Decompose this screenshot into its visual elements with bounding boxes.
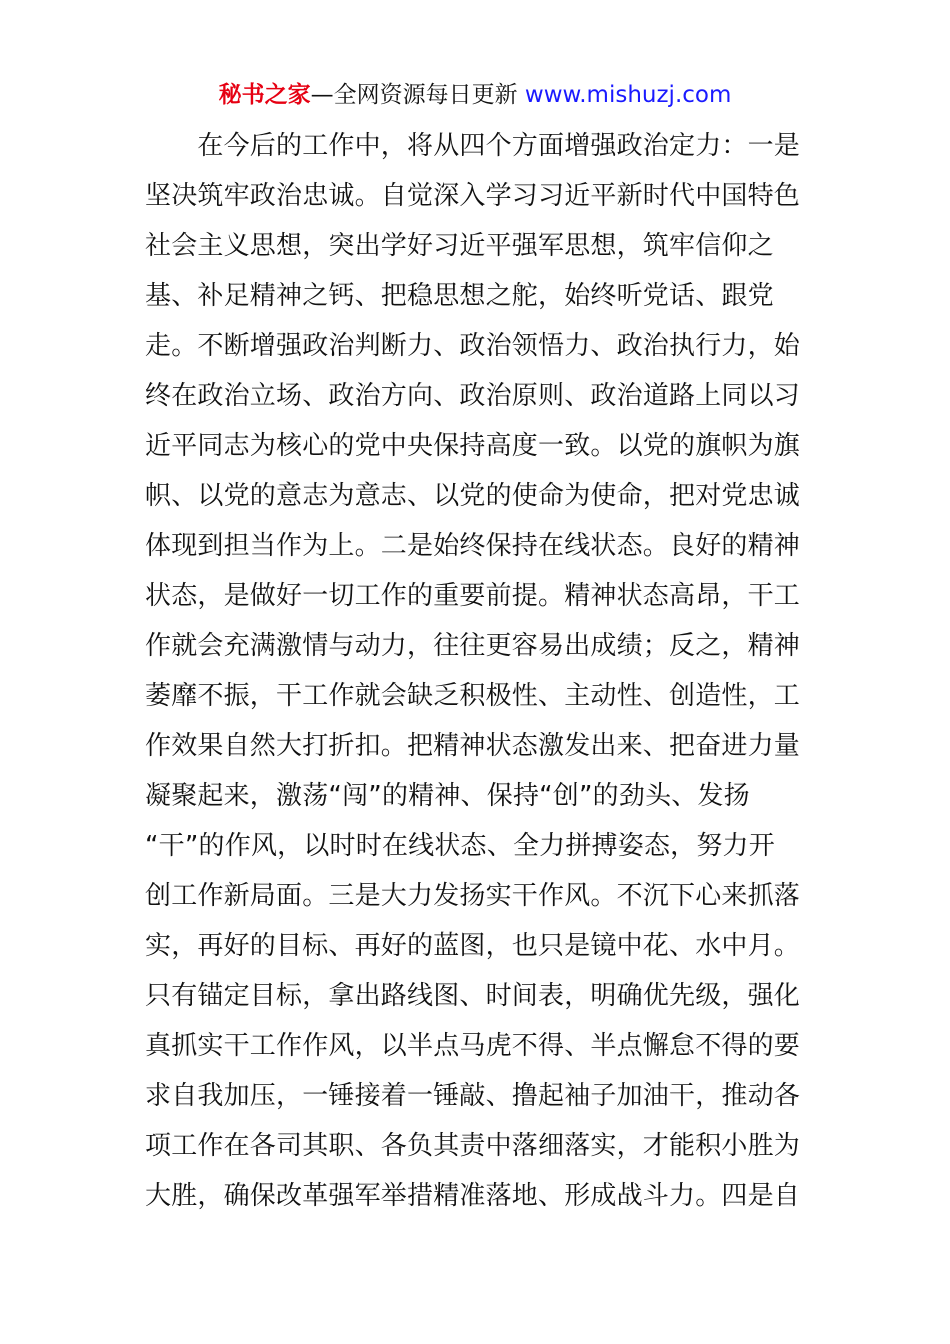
text-line: 大胜，确保改革强军举措精准落地、形成战斗力。四是自 [145,1181,801,1211]
text-line: 创工作新局面。三是大力发扬实干作风。不沉下心来抓落 [145,881,801,911]
site-header [0,78,950,112]
text-line: 近平同志为核心的党中央保持高度一致。以党的旗帜为旗 [145,431,801,461]
text-line: 帜、以党的意志为意志、以党的使命为使命，把对党忠诚 [145,481,801,511]
text-line: 凝聚起来，激荡“闯”的精神、保持“创”的劲头、发扬 [145,781,750,811]
text-line: “干”的作风，以时时在线状态、全力拼搏姿态，努力开 [145,831,775,861]
brand-name: 秘书之家 [218,82,311,108]
text-line: 作就会充满激情与动力，往往更容易出成绩；反之，精神 [145,631,801,661]
text-line: 状态，是做好一切工作的重要前提。精神状态高昂，干工 [145,581,801,611]
header-tagline: —全网资源每日更新 [310,82,518,108]
text-line: 萎靡不振，干工作就会缺乏积极性、主动性、创造性，工 [145,681,801,711]
text-line: 求自我加压，一锤接着一锤敲、撸起袖子加油干，推动各 [145,1081,801,1111]
text-line: 终在政治立场、政治方向、政治原则、政治道路上同以习 [145,381,801,411]
text-line: 坚决筑牢政治忠诚。自觉深入学习习近平新时代中国特色 [145,181,801,211]
body-paragraph [145,121,807,1221]
text-line: 走。不断增强政治判断力、政治领悟力、政治执行力，始 [145,331,801,361]
text-line: 在今后的工作中，将从四个方面增强政治定力：一是 [145,131,801,161]
text-line: 真抓实干工作作风，以半点马虎不得、半点懈怠不得的要 [145,1031,801,1061]
site-url-link[interactable]: www.mishuzj.com [524,82,732,108]
text-line: 社会主义思想，突出学好习近平强军思想，筑牢信仰之 [145,231,774,261]
text-line: 只有锚定目标，拿出路线图、时间表，明确优先级，强化 [145,981,801,1011]
text-line: 实，再好的目标、再好的蓝图，也只是镜中花、水中月。 [145,931,801,961]
text-line: 体现到担当作为上。二是始终保持在线状态。良好的精神 [145,531,801,561]
text-line: 项工作在各司其职、各负其责中落细落实，才能积小胜为 [145,1131,801,1161]
text-line: 基、补足精神之钙、把稳思想之舵，始终听党话、跟党 [145,281,774,311]
text-line: 作效果自然大打折扣。把精神状态激发出来、把奋进力量 [145,731,801,761]
